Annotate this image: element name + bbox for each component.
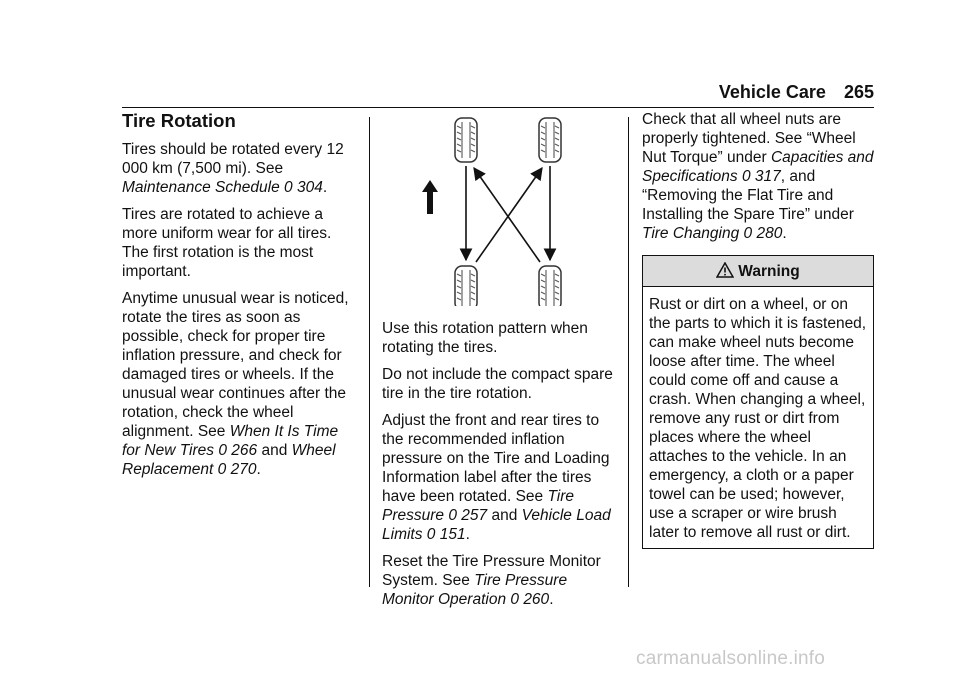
rotation-arrow <box>474 168 540 262</box>
watermark: carmanualsonline.info <box>636 648 826 669</box>
link-tire-pressure[interactable]: Tire Pressure 0 257 <box>382 488 575 524</box>
link-tire-pressure-monitor-operation[interactable]: Tire Pressure Monitor Operation 0 260 <box>382 572 568 608</box>
ref-symbol: 0 <box>218 442 227 459</box>
rear-left-tire-icon <box>455 266 477 306</box>
page-title: Tire Rotation <box>122 110 236 131</box>
paragraph: Adjust the front and rear tires to the recommended inflation pressure on the Tire and Loading Information label after the tires have been rotated. See Tire Pressure 0 257 and Vehicle Load Limits 0 151. <box>382 412 611 543</box>
link-new-tires[interactable]: When It Is Time for New Tires 0 266 <box>122 423 339 459</box>
paragraph: Tires are rotated to achieve a more uniform wear for all tires. The first rotation is the most important. <box>122 206 332 280</box>
section-title: Vehicle Care <box>718 82 826 102</box>
front-right-tire-icon <box>539 118 561 162</box>
paragraph: Do not include the compact spare tire in the tire rotation. <box>382 366 613 402</box>
column-divider <box>369 117 370 587</box>
paragraph: Check that all wheel nuts are properly tightened. See “Wheel Nut Torque” under Capacities and Specifications 0 317, and “Removing the Flat Tire and Installing the Spare Tire” under Tire Changing 0 280. <box>642 111 874 242</box>
warning-title: Warning <box>738 263 800 280</box>
column-divider <box>628 117 629 587</box>
paragraph: Tires should be rotated every 12 000 km (7,500 mi). See Maintenance Schedule 0 304. <box>122 141 344 196</box>
link-wheel-replacement[interactable]: Wheel Replacement 0 270 <box>122 442 336 478</box>
paragraph: Anytime unusual wear is noticed, rotate the tires as soon as possible, check for proper tire inflation pressure, and check for damaged tires or wheels. If the unusual wear continues after the rotation, check the wheel alignment. See When It Is Time for New Tires 0 266 and Wheel Replacement 0 270. <box>122 290 349 478</box>
header-rule <box>122 107 874 108</box>
ref-symbol: 0 <box>448 507 457 524</box>
warning-text: Rust or dirt on a wheel, or on the parts to which it is fastened, can make wheel nuts become loose after time. The wheel could come off and cause a crash. When changing a wheel, remove any rust or dirt from places where the wheel attaches to the vehicle. In an emergency, a cloth or a paper towel can be used; however, use a scraper or wire brush later to remove all rust or dirt. <box>649 296 867 541</box>
warning-triangle-icon <box>716 262 734 278</box>
ref-symbol: 0 <box>743 225 753 242</box>
ref-symbol: 0 <box>217 461 227 478</box>
page-number: 265 <box>843 82 874 102</box>
link-tire-changing[interactable]: Tire Changing 0 280 <box>642 225 783 242</box>
ref-symbol: 0 <box>741 168 751 185</box>
paragraph: Reset the Tire Pressure Monitor System. See Tire Pressure Monitor Operation 0 260. <box>382 553 601 608</box>
tire-rotation-diagram <box>382 110 618 306</box>
warning-box <box>642 255 874 549</box>
ref-symbol: 0 <box>426 526 436 543</box>
front-left-tire-icon <box>455 118 477 162</box>
link-capacities-specifications[interactable]: Capacities and Specifications 0 317 <box>642 149 874 185</box>
front-direction-arrow-icon <box>422 180 438 214</box>
paragraph: Use this rotation pattern when rotating the tires. <box>382 320 588 356</box>
column-3 <box>642 110 876 549</box>
warning-header <box>643 256 873 287</box>
page-header <box>719 82 874 103</box>
rear-right-tire-icon <box>539 266 561 306</box>
link-vehicle-load-limits[interactable]: Vehicle Load Limits 0 151 <box>382 507 611 543</box>
ref-symbol: 0 <box>284 179 293 196</box>
ref-symbol: 0 <box>510 591 519 608</box>
rotation-arrow <box>476 168 542 262</box>
column-2 <box>382 110 618 617</box>
column-1 <box>122 110 358 487</box>
link-maintenance-schedule[interactable]: Maintenance Schedule 0 304 <box>122 179 323 196</box>
